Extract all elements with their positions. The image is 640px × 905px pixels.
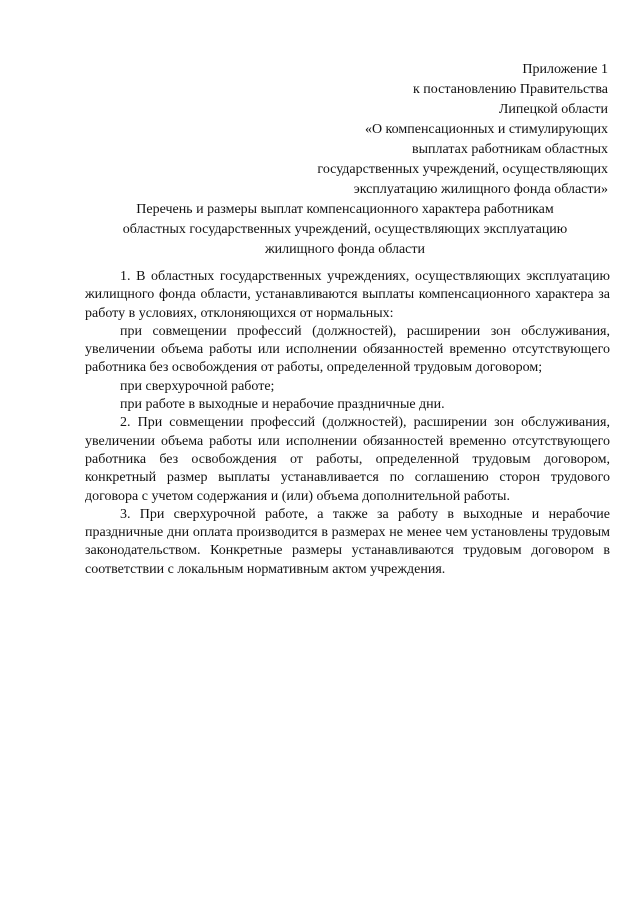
paragraph-3: 3. При сверхурочной работе, а также за работу в выходные и нерабочие праздничные дни оплата производится в размерах не менее чем установлены трудовым законодательством. Конкретные размеры устанавливаются трудовым договором в соответствии с локальным нормативным актом учреждения.: [85, 506, 610, 577]
appendix-line-title-2: выплатах работникам областных: [412, 142, 608, 157]
paragraph-overtime: при сверхурочной работе;: [120, 378, 275, 394]
appendix-line-title-1: «О компенсационных и стимулирующих: [364, 122, 608, 137]
title-line-3: жилищного фонда области: [264, 242, 425, 257]
document-body: [85, 268, 610, 579]
appendix-line-region: Липецкой области: [498, 102, 608, 117]
paragraph-holidays: при работе в выходные и нерабочие праздничные дни.: [120, 397, 445, 413]
appendix-line-title-3: государственных учреждений, осуществляющих: [317, 162, 608, 177]
title-line-1: Перечень и размеры выплат компенсационного характера работникам: [136, 202, 554, 217]
appendix-line-resolution: к постановлению Правительства: [412, 82, 608, 97]
appendix-line-number: Приложение 1: [522, 62, 608, 77]
appendix-header: [188, 60, 608, 200]
paragraph-combining-duties: при совмещении профессий (должностей), расширении зон обслуживания, увеличении объема работы или исполнении обязанностей временно отсутствующего работника без освобождения от работы, определенной трудовым договором;: [85, 323, 610, 376]
paragraph-1: 1. В областных государственных учреждениях, осуществляющих эксплуатацию жилищного фонда области, устанавливаются выплаты компенсационного характера за работу в условиях, отклоняющихся от нормальных:: [85, 269, 610, 321]
document-title: [80, 200, 610, 260]
appendix-line-title-4: эксплуатацию жилищного фонда области»: [353, 182, 608, 197]
paragraph-2: 2. При совмещении профессий (должностей), расширении зон обслуживания, увеличении объема работы или исполнении обязанностей временно отсутствующего работника без освобождения от работы, определенной трудовым договором, конкретный размер выплаты устанавливается по соглашению сторон трудового договора с учетом содержания и (или) объема дополнительной работы.: [85, 415, 610, 504]
title-line-2: областных государственных учреждений, осуществляющих эксплуатацию: [122, 222, 568, 237]
